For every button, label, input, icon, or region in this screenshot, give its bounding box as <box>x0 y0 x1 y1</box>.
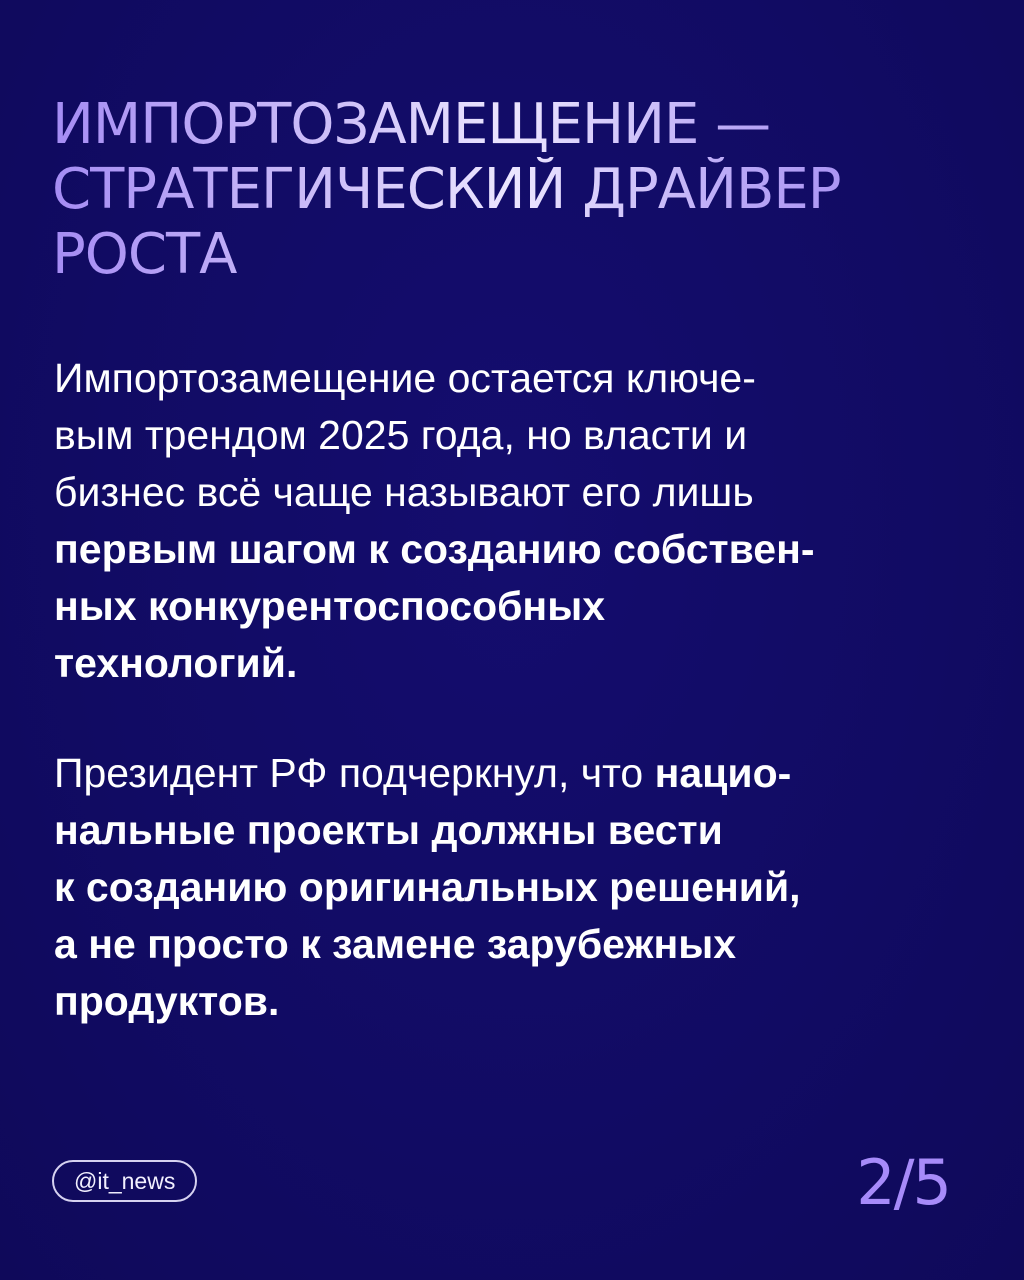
bold-text-line: ных конкурентоспособных <box>54 583 606 629</box>
page-counter: 2/5 <box>856 1146 950 1219</box>
text-line: бизнес всё чаще называют его лишь <box>54 469 754 515</box>
paragraph-president <box>54 745 974 1030</box>
paragraph-intro <box>54 350 974 692</box>
bold-text-line: первым шагом к созданию собствен- <box>54 526 815 572</box>
channel-handle-badge[interactable]: @it_news <box>52 1160 197 1202</box>
bold-text-line: а не просто к замене зарубежных <box>54 921 737 967</box>
title-line: РОСТА <box>52 222 972 287</box>
bold-text-line: продуктов. <box>54 978 280 1024</box>
title-line: ИМПОРТОЗАМЕЩЕНИЕ — <box>52 92 972 157</box>
bold-text-line: к созданию оригинальных решений, <box>54 864 801 910</box>
text-line: вым трендом 2025 года, но власти и <box>54 412 748 458</box>
text-line: Импортозамещение остается ключе- <box>54 355 756 401</box>
regular-text: Президент РФ подчеркнул, что <box>54 750 655 796</box>
text-line <box>54 745 974 802</box>
bold-text-line: технологий. <box>54 640 298 686</box>
title-line: СТРАТЕГИЧЕСКИЙ ДРАЙВЕР <box>52 157 972 222</box>
bold-text-line: нальные проекты должны вести <box>54 807 723 853</box>
slide-title <box>52 92 972 287</box>
bold-text: нацио- <box>654 750 792 796</box>
